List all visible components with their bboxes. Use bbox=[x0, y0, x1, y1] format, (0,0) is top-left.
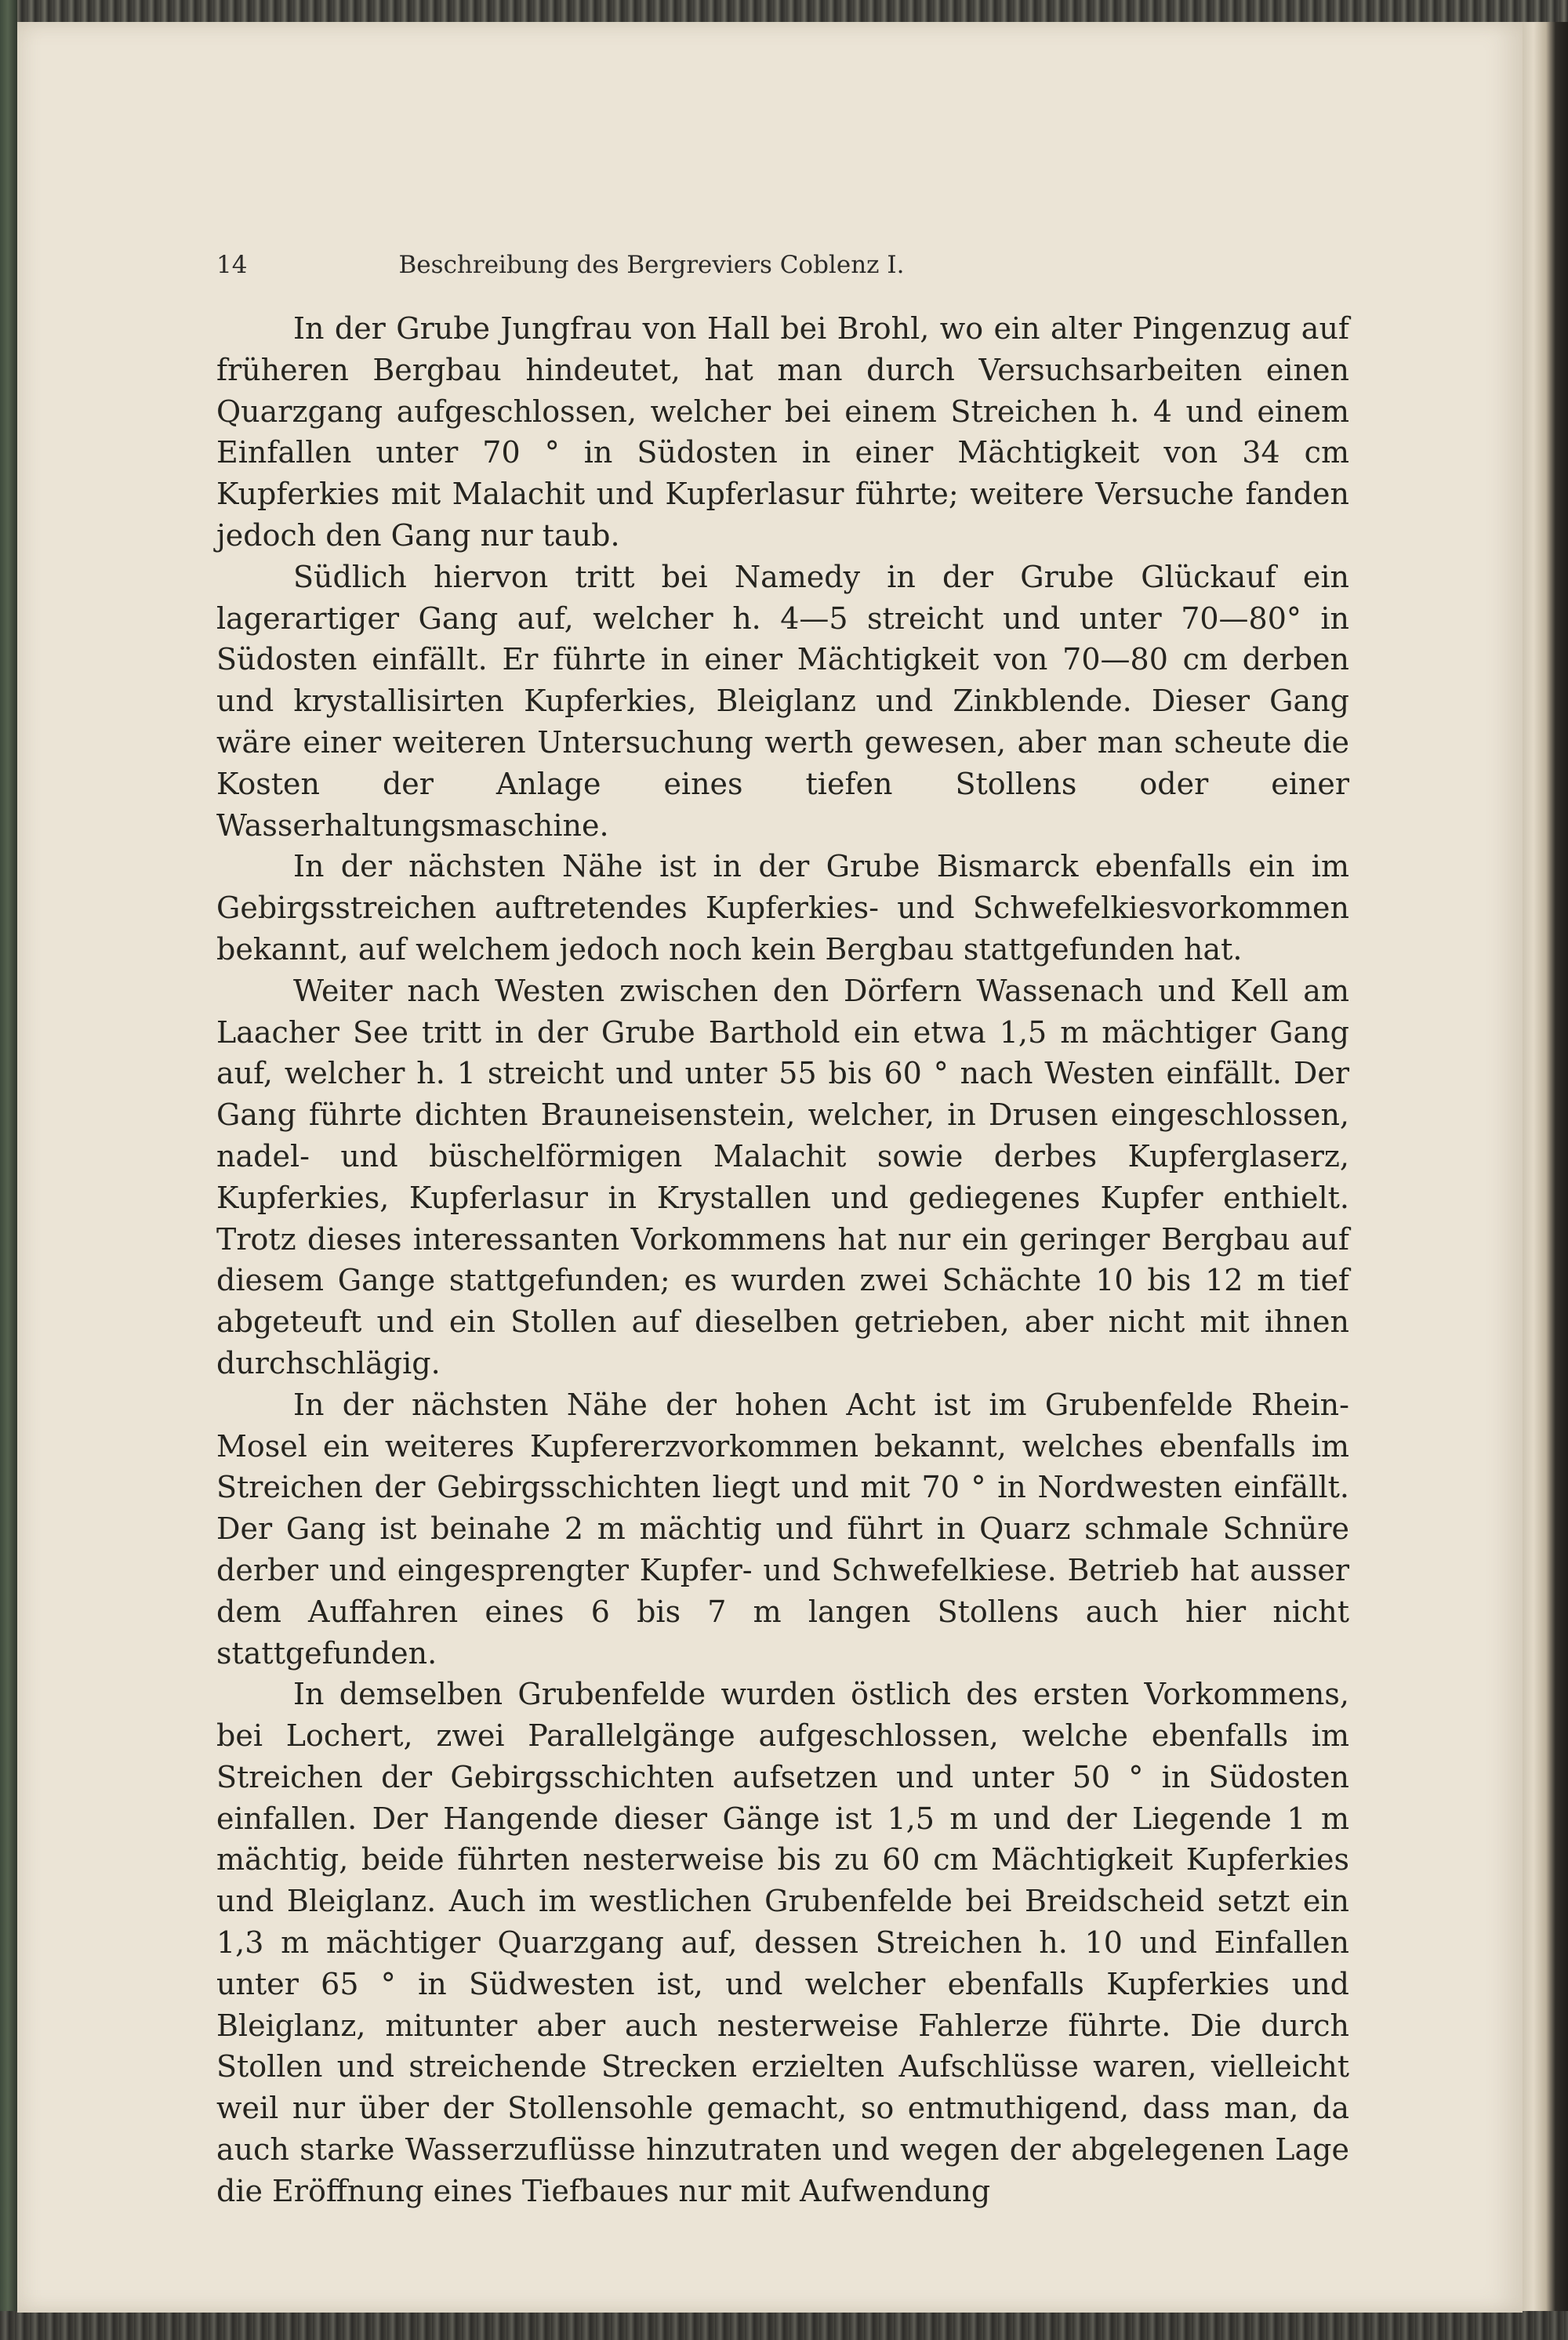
running-title: Beschreibung des Bergreviers Coblenz I. bbox=[398, 251, 905, 279]
paragraph-jungfrau: In der Grube Jungfrau von Hall bei Brohl, wo ein alter Pingenzug auf früheren Bergbau hindeutet, hat man durch Versuchsarbeiten einen Quarzgang aufgeschlossen, welcher bei einem Streichen h. 4 und einem Einfallen unter 70 ° in Südosten in einer Mächtigkeit von 34 cm Kupferkies mit Malachit und Kupferlasur führte; weitere Versuche fanden jedoch den Gang nur taub. bbox=[216, 311, 1349, 553]
page-number: 14 bbox=[216, 251, 248, 279]
book-binding-edge bbox=[0, 0, 17, 2340]
paragraph-lochert: In demselben Grubenfelde wurden östlich des ersten Vorkommens, bei Lochert, zwei Parallelgänge aufgeschlossen, welche ebenfalls im Streichen der Gebirgsschichten aufsetzen und unter 50 ° in Südosten einfallen. Der Hangende dieser Gänge ist 1,5 m und der Liegende 1 m mächtig, beide führten nesterweise bis zu 60 cm Mächtigkeit Kupferkies und Bleiglanz. Auch im westlichen Grubenfelde bei Breidscheid setzt ein 1,3 m mächtiger Quarzgang auf, dessen Streichen h. 10 und Einfallen unter 65 ° in Südwesten ist, und welcher ebenfalls Kupferkies und Bleiglanz, mitunter aber auch nesterweise Fahlerze führte. Die durch Stollen und streichende Strecken erzielten Aufschlüsse waren, vielleicht weil nur über der Stollensohle gemacht, so entmuthigend, dass man, da auch starke Wasserzuflüsse hinzutraten und wegen der abgelegenen Lage die Eröffnung eines Tiefbaues nur mit Aufwendung bbox=[216, 1677, 1349, 2208]
body-text bbox=[216, 308, 1349, 2212]
next-page-edge bbox=[1523, 22, 1568, 2313]
book-bottom-edge bbox=[0, 2311, 1568, 2340]
page-header bbox=[216, 251, 1055, 288]
paragraph-barthold: Weiter nach Westen zwischen den Dörfern Wassenach und Kell am Laacher See tritt in der Grube Barthold ein etwa 1,5 m mächtiger Gang auf, welcher h. 1 streicht und unter 55 bis 60 ° nach Westen einfällt. Der Gang führte dichten Brauneisenstein, welcher, in Drusen eingeschlossen, nadel- und büschelförmigen Malachit sowie derbes Kupferglaserz, Kupferkies, Kupferlasur in Krystallen und gediegenes Kupfer enthielt. Trotz dieses interessanten Vorkommens hat nur ein geringer Bergbau auf diesem Gange stattgefunden; es wurden zwei Schächte 10 bis 12 m tief abgeteuft und ein Stollen auf dieselben getrieben, aber nicht mit ihnen durchschlägig. bbox=[216, 973, 1349, 1380]
paragraph-glueckauf: Südlich hiervon tritt bei Namedy in der Grube Glückauf ein lagerartiger Gang auf, welcher h. 4—5 streicht und unter 70—80° in Südosten einfällt. Er führte in einer Mächtigkeit von 70—80 cm derben und krystallisirten Kupferkies, Bleiglanz und Zinkblende. Dieser Gang wäre einer weiteren Untersuchung werth gewesen, aber man scheute die Kosten der Anlage eines tiefen Stollens oder einer Wasserhaltungsmaschine. bbox=[216, 559, 1349, 843]
paragraph-rhein-mosel: In der nächsten Nähe der hohen Acht ist im Grubenfelde Rhein-Mosel ein weiteres Kupfererzvorkommen bekannt, welches ebenfalls im Streichen der Gebirgsschichten liegt und mit 70 ° in Nordwesten einfällt. Der Gang ist beinahe 2 m mächtig und führt in Quarz schmale Schnüre derber und eingesprengter Kupfer- und Schwefelkiese. Betrieb hat ausser dem Auffahren eines 6 bis 7 m langen Stollens auch hier nicht stattgefunden. bbox=[216, 1387, 1349, 1671]
paragraph-bismarck: In der nächsten Nähe ist in der Grube Bismarck ebenfalls ein im Gebirgsstreichen auftretendes Kupferkies- und Schwefelkiesvorkommen bekannt, auf welchem jedoch noch kein Bergbau stattgefunden hat. bbox=[216, 849, 1349, 967]
